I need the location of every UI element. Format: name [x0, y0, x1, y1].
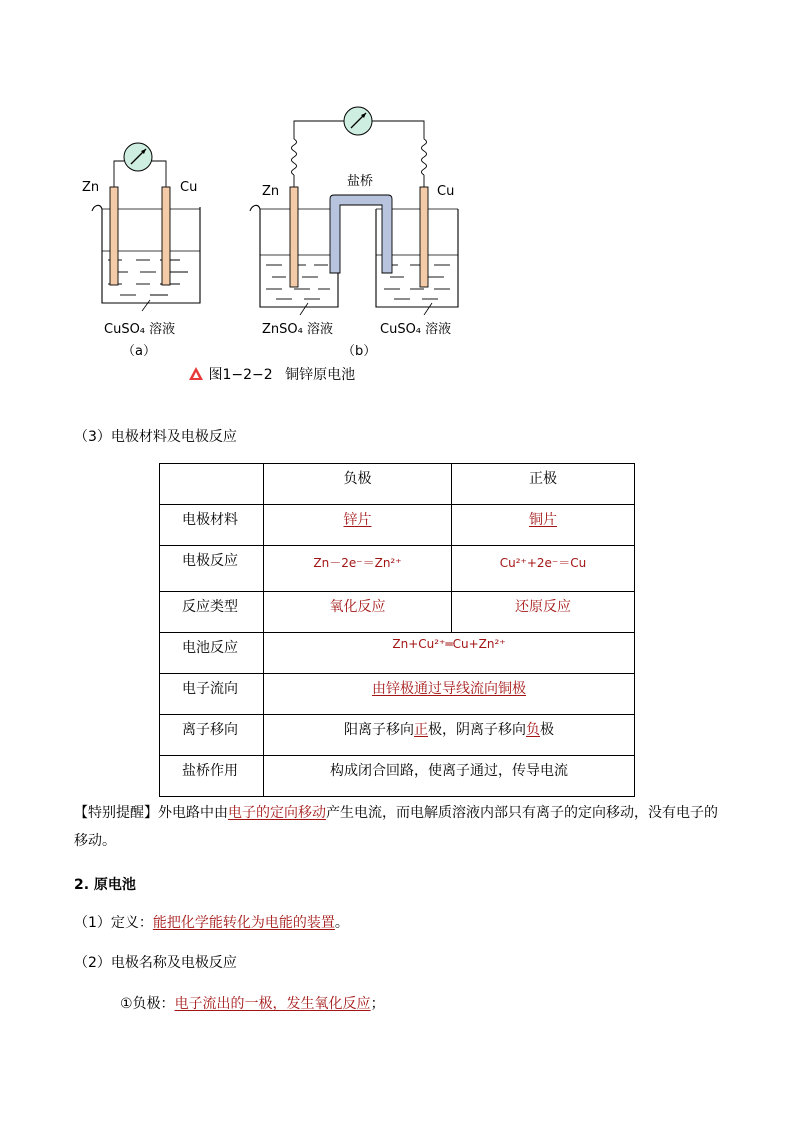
ion-highlight-negative: 负 — [526, 722, 540, 738]
row-negative: Zn－2e⁻＝Zn²⁺ — [264, 546, 452, 592]
row-negative: 氧化反应 — [264, 592, 452, 633]
label-b: （b） — [342, 344, 377, 359]
label-a: （a） — [122, 344, 156, 359]
definition-label: （1）定义： — [74, 915, 153, 931]
row-full: Zn+Cu²⁺═Cu+Zn²⁺ — [264, 633, 635, 674]
table-row — [160, 674, 635, 715]
definition-end: 。 — [334, 915, 349, 931]
row-label: 电池反应 — [160, 633, 264, 674]
label-cu-b: Cu — [437, 184, 455, 199]
reminder-text-1: 外电路中由 — [158, 805, 228, 821]
cu-electrode-a — [162, 187, 170, 285]
beaker-b-left — [250, 187, 338, 307]
electrode-names-heading: （2）电极名称及电极反应 — [74, 955, 237, 971]
definition-value: 能把化学能转化为电能的装置 — [152, 915, 335, 931]
label-salt-bridge: 盐桥 — [347, 174, 374, 189]
header-empty — [160, 464, 264, 505]
table-row — [160, 592, 635, 633]
label-solution-a: CuSO₄ 溶液 — [104, 322, 176, 337]
figure-caption — [188, 364, 355, 384]
negative-electrode-line — [120, 993, 385, 1013]
special-reminder — [74, 799, 724, 855]
row-full: 构成闭合回路，使离子通过，传导电流 — [264, 756, 635, 797]
beaker-a — [92, 143, 200, 311]
row-label: 电极反应 — [160, 546, 264, 592]
cu-electrode-b — [420, 187, 428, 287]
zn-electrode-b — [290, 187, 298, 287]
row-positive: Cu²⁺+2e⁻＝Cu — [452, 546, 635, 592]
table-header-row — [160, 464, 635, 505]
row-full — [264, 715, 635, 756]
table-row — [160, 505, 635, 546]
label-zn-a: Zn — [82, 180, 100, 195]
row-label: 反应类型 — [160, 592, 264, 633]
negative-end: ； — [370, 996, 385, 1012]
row-label: 电子流向 — [160, 674, 264, 715]
table-row — [160, 633, 635, 674]
salt-bridge — [330, 195, 392, 273]
caption-number: 图1−2−2 — [208, 367, 273, 383]
section-battery-heading: 2. 原电池 — [74, 877, 136, 893]
table-row — [160, 715, 635, 756]
label-zn-b: Zn — [262, 184, 280, 199]
row-positive: 铜片 — [452, 505, 635, 546]
row-label: 盐桥作用 — [160, 756, 264, 797]
section3-heading: （3）电极材料及电极反应 — [74, 429, 237, 445]
header-negative: 负极 — [264, 464, 452, 505]
definition-line — [74, 912, 349, 932]
table-row — [160, 756, 635, 797]
row-full: 由锌极通过导线流向铜极 — [264, 674, 635, 715]
reminder-highlight: 电子的定向移动 — [228, 805, 326, 821]
table-row — [160, 546, 635, 592]
label-cu-a: Cu — [180, 180, 198, 195]
ion-text-1: 阳离子移向 — [344, 722, 414, 738]
zn-electrode-a — [110, 187, 118, 285]
label-solution-b-left: ZnSO₄ 溶液 — [262, 322, 333, 337]
row-positive: 还原反应 — [452, 592, 635, 633]
ion-text-2: 极，阴离子移向 — [428, 722, 526, 738]
negative-value: 电子流出的一极，发生氧化反应 — [174, 996, 371, 1012]
reminder-text-2: 产生电流，而电解质溶液内部只有离子的定向移动，没有电子的移动。 — [74, 805, 718, 849]
triangle-icon — [188, 366, 204, 381]
electrode-reaction-table — [159, 463, 635, 797]
header-positive: 正极 — [452, 464, 635, 505]
negative-label: ①负极： — [120, 996, 175, 1012]
row-label: 离子移向 — [160, 715, 264, 756]
ion-text-3: 极 — [540, 722, 554, 738]
row-label: 电极材料 — [160, 505, 264, 546]
row-negative: 锌片 — [264, 505, 452, 546]
caption-title: 铜锌原电池 — [285, 367, 356, 383]
reminder-prefix: 【特别提醒】 — [74, 805, 158, 821]
label-solution-b-right: CuSO₄ 溶液 — [380, 322, 452, 337]
ion-highlight-positive: 正 — [414, 722, 428, 738]
